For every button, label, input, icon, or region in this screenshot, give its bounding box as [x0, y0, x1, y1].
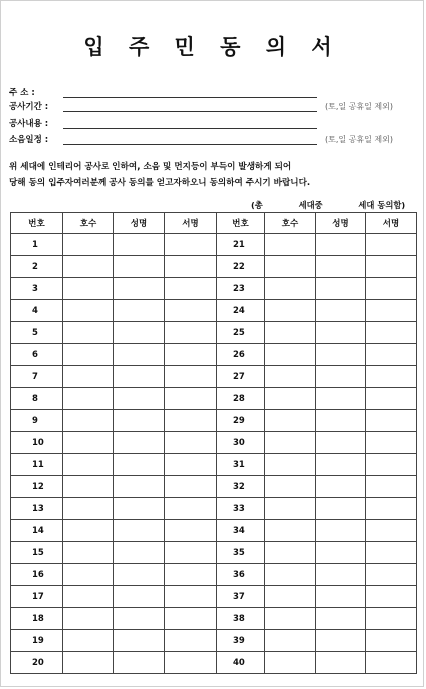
name-cell[interactable] — [316, 498, 366, 520]
name-cell[interactable] — [316, 432, 366, 454]
signature-cell[interactable] — [165, 520, 217, 542]
row-number: 38 — [217, 608, 265, 630]
signature-cell[interactable] — [165, 608, 217, 630]
unit-cell[interactable] — [63, 608, 114, 630]
signature-cell[interactable] — [165, 564, 217, 586]
unit-cell[interactable] — [265, 586, 316, 608]
unit-cell[interactable] — [265, 652, 316, 674]
signature-cell[interactable] — [165, 278, 217, 300]
row-number: 39 — [217, 630, 265, 652]
header-number: 번호 — [217, 213, 265, 234]
name-cell[interactable] — [114, 410, 165, 432]
signature-cell[interactable] — [165, 498, 217, 520]
header-signature: 서명 — [366, 213, 417, 234]
row-number: 12 — [11, 476, 63, 498]
name-cell[interactable] — [114, 300, 165, 322]
field-content — [9, 117, 317, 129]
row-number: 20 — [11, 652, 63, 674]
row-number: 3 — [11, 278, 63, 300]
name-cell[interactable] — [114, 234, 165, 256]
signature-cell[interactable] — [366, 388, 417, 410]
signature-cell[interactable] — [366, 652, 417, 674]
row-number: 30 — [217, 432, 265, 454]
name-cell[interactable] — [316, 256, 366, 278]
unit-cell[interactable] — [265, 300, 316, 322]
table-row — [11, 410, 417, 432]
name-cell[interactable] — [316, 234, 366, 256]
unit-cell[interactable] — [265, 234, 316, 256]
name-cell[interactable] — [114, 564, 165, 586]
signature-cell[interactable] — [366, 256, 417, 278]
row-number: 28 — [217, 388, 265, 410]
header-unit: 호수 — [63, 213, 114, 234]
field-line — [63, 87, 317, 98]
name-cell[interactable] — [316, 388, 366, 410]
name-cell[interactable] — [316, 300, 366, 322]
row-number: 26 — [217, 344, 265, 366]
name-cell[interactable] — [114, 344, 165, 366]
row-number: 25 — [217, 322, 265, 344]
signature-cell[interactable] — [366, 322, 417, 344]
name-cell[interactable] — [114, 586, 165, 608]
name-cell[interactable] — [114, 432, 165, 454]
name-cell[interactable] — [316, 476, 366, 498]
unit-cell[interactable] — [63, 388, 114, 410]
row-number: 17 — [11, 586, 63, 608]
row-number: 2 — [11, 256, 63, 278]
unit-cell[interactable] — [265, 278, 316, 300]
name-cell[interactable] — [114, 520, 165, 542]
row-number: 22 — [217, 256, 265, 278]
row-number: 13 — [11, 498, 63, 520]
name-cell[interactable] — [114, 278, 165, 300]
unit-cell[interactable] — [63, 278, 114, 300]
row-number: 15 — [11, 542, 63, 564]
unit-cell[interactable] — [265, 454, 316, 476]
unit-cell[interactable] — [265, 256, 316, 278]
row-number: 34 — [217, 520, 265, 542]
name-cell[interactable] — [114, 652, 165, 674]
field-label: 주 소 : — [9, 88, 35, 98]
row-number: 40 — [217, 652, 265, 674]
unit-cell[interactable] — [63, 256, 114, 278]
unit-cell[interactable] — [265, 322, 316, 344]
table-row — [11, 432, 417, 454]
signature-cell[interactable] — [165, 476, 217, 498]
name-cell[interactable] — [114, 366, 165, 388]
name-cell[interactable] — [316, 542, 366, 564]
row-number: 18 — [11, 608, 63, 630]
table-row — [11, 608, 417, 630]
signature-cell[interactable] — [366, 586, 417, 608]
table-row — [11, 454, 417, 476]
row-number: 23 — [217, 278, 265, 300]
field-label: 소음일정 : — [9, 135, 49, 145]
row-number: 27 — [217, 366, 265, 388]
row-number: 14 — [11, 520, 63, 542]
signature-cell[interactable] — [165, 410, 217, 432]
unit-cell[interactable] — [265, 410, 316, 432]
table-row — [11, 234, 417, 256]
field-period — [9, 100, 393, 112]
statement-line: 위 세대에 인테리어 공사로 인하여, 소음 및 먼지등이 부득이 발생하게 되어 — [9, 162, 292, 172]
signature-cell[interactable] — [366, 564, 417, 586]
signature-cell[interactable] — [366, 542, 417, 564]
unit-cell[interactable] — [63, 498, 114, 520]
row-number: 32 — [217, 476, 265, 498]
row-number: 31 — [217, 454, 265, 476]
table-row — [11, 630, 417, 652]
name-cell[interactable] — [114, 454, 165, 476]
row-number: 35 — [217, 542, 265, 564]
row-number: 9 — [11, 410, 63, 432]
header-name: 성명 — [114, 213, 165, 234]
row-number: 16 — [11, 564, 63, 586]
row-number: 21 — [217, 234, 265, 256]
name-cell[interactable] — [316, 652, 366, 674]
form-title: 입 주 민 동 의 서 — [83, 35, 341, 59]
unit-cell[interactable] — [63, 652, 114, 674]
unit-cell[interactable] — [63, 432, 114, 454]
header-number: 번호 — [11, 213, 63, 234]
signature-cell[interactable] — [165, 388, 217, 410]
name-cell[interactable] — [316, 344, 366, 366]
unit-cell[interactable] — [265, 564, 316, 586]
table-header-row — [11, 213, 417, 234]
unit-cell[interactable] — [265, 432, 316, 454]
summary-mid: 세대중 — [298, 200, 323, 210]
signature-cell[interactable] — [366, 278, 417, 300]
unit-cell[interactable] — [265, 388, 316, 410]
table-row — [11, 300, 417, 322]
name-cell[interactable] — [316, 454, 366, 476]
signature-cell[interactable] — [366, 608, 417, 630]
field-note: (토,일 공휴일 제외) — [325, 135, 393, 144]
row-number: 6 — [11, 344, 63, 366]
table-row — [11, 520, 417, 542]
name-cell[interactable] — [316, 564, 366, 586]
name-cell[interactable] — [316, 322, 366, 344]
unit-cell[interactable] — [265, 366, 316, 388]
name-cell[interactable] — [316, 520, 366, 542]
unit-cell[interactable] — [63, 366, 114, 388]
summary-end: 세대 동의함) — [358, 200, 406, 210]
signature-cell[interactable] — [366, 234, 417, 256]
row-number: 11 — [11, 454, 63, 476]
unit-cell[interactable] — [63, 476, 114, 498]
name-cell[interactable] — [114, 630, 165, 652]
row-number: 8 — [11, 388, 63, 410]
header-signature: 서명 — [165, 213, 217, 234]
signature-cell[interactable] — [165, 432, 217, 454]
signature-cell[interactable] — [366, 410, 417, 432]
field-label: 공사내용 : — [9, 119, 49, 129]
signature-cell[interactable] — [165, 256, 217, 278]
unit-cell[interactable] — [63, 542, 114, 564]
unit-cell[interactable] — [63, 234, 114, 256]
table-row — [11, 564, 417, 586]
row-number: 37 — [217, 586, 265, 608]
unit-cell[interactable] — [63, 630, 114, 652]
unit-cell[interactable] — [63, 410, 114, 432]
name-cell[interactable] — [114, 256, 165, 278]
signature-cell[interactable] — [165, 344, 217, 366]
table-row — [11, 388, 417, 410]
unit-cell[interactable] — [63, 322, 114, 344]
field-noise-schedule — [9, 133, 393, 145]
field-line — [63, 134, 317, 145]
signature-cell[interactable] — [165, 652, 217, 674]
name-cell[interactable] — [316, 410, 366, 432]
table-row — [11, 278, 417, 300]
signature-cell[interactable] — [366, 476, 417, 498]
name-cell[interactable] — [114, 388, 165, 410]
statement-line: 당해 동의 입주자여러분께 공사 동의를 얻고자하오니 동의하여 주시기 바랍니다. — [9, 178, 311, 188]
signature-cell[interactable] — [165, 630, 217, 652]
name-cell[interactable] — [316, 278, 366, 300]
unit-cell[interactable] — [63, 520, 114, 542]
name-cell[interactable] — [316, 586, 366, 608]
table-row — [11, 344, 417, 366]
unit-cell[interactable] — [265, 476, 316, 498]
signature-cell[interactable] — [366, 432, 417, 454]
field-label: 공사기간 : — [9, 102, 49, 112]
table-row — [11, 542, 417, 564]
signature-cell[interactable] — [366, 498, 417, 520]
row-number: 24 — [217, 300, 265, 322]
row-number: 36 — [217, 564, 265, 586]
signature-cell[interactable] — [366, 520, 417, 542]
name-cell[interactable] — [114, 498, 165, 520]
unit-cell[interactable] — [265, 630, 316, 652]
unit-cell[interactable] — [265, 498, 316, 520]
name-cell[interactable] — [114, 542, 165, 564]
table-row — [11, 498, 417, 520]
field-note: (토,일 공휴일 제외) — [325, 102, 393, 111]
row-number: 29 — [217, 410, 265, 432]
row-number: 1 — [11, 234, 63, 256]
unit-cell[interactable] — [63, 564, 114, 586]
name-cell[interactable] — [316, 630, 366, 652]
unit-cell[interactable] — [63, 300, 114, 322]
signature-cell[interactable] — [165, 234, 217, 256]
header-name: 성명 — [316, 213, 366, 234]
signature-cell[interactable] — [366, 344, 417, 366]
unit-cell[interactable] — [63, 454, 114, 476]
signature-table — [10, 212, 417, 674]
table-row — [11, 322, 417, 344]
name-cell[interactable] — [114, 322, 165, 344]
signature-cell[interactable] — [165, 454, 217, 476]
name-cell[interactable] — [316, 366, 366, 388]
field-line — [63, 101, 317, 112]
summary-open: (총 — [251, 200, 263, 210]
table-row — [11, 586, 417, 608]
signature-cell[interactable] — [165, 586, 217, 608]
row-number: 4 — [11, 300, 63, 322]
field-line — [63, 118, 317, 129]
signature-cell[interactable] — [165, 542, 217, 564]
table-row — [11, 366, 417, 388]
unit-cell[interactable] — [265, 344, 316, 366]
unit-cell[interactable] — [265, 608, 316, 630]
table-row — [11, 652, 417, 674]
signature-cell[interactable] — [366, 300, 417, 322]
row-number: 33 — [217, 498, 265, 520]
row-number: 10 — [11, 432, 63, 454]
signature-cell[interactable] — [366, 630, 417, 652]
signature-cell[interactable] — [165, 300, 217, 322]
field-address — [9, 86, 317, 98]
signature-cell[interactable] — [165, 366, 217, 388]
signature-cell[interactable] — [366, 366, 417, 388]
signature-cell[interactable] — [165, 322, 217, 344]
table-row — [11, 476, 417, 498]
row-number: 5 — [11, 322, 63, 344]
unit-cell[interactable] — [63, 344, 114, 366]
unit-cell[interactable] — [63, 586, 114, 608]
row-number: 7 — [11, 366, 63, 388]
header-unit: 호수 — [265, 213, 316, 234]
signature-cell[interactable] — [366, 454, 417, 476]
name-cell[interactable] — [114, 476, 165, 498]
row-number: 19 — [11, 630, 63, 652]
table-row — [11, 256, 417, 278]
name-cell[interactable] — [316, 608, 366, 630]
consent-summary — [251, 199, 405, 211]
unit-cell[interactable] — [265, 520, 316, 542]
unit-cell[interactable] — [265, 542, 316, 564]
consent-statement — [9, 159, 310, 191]
name-cell[interactable] — [114, 608, 165, 630]
